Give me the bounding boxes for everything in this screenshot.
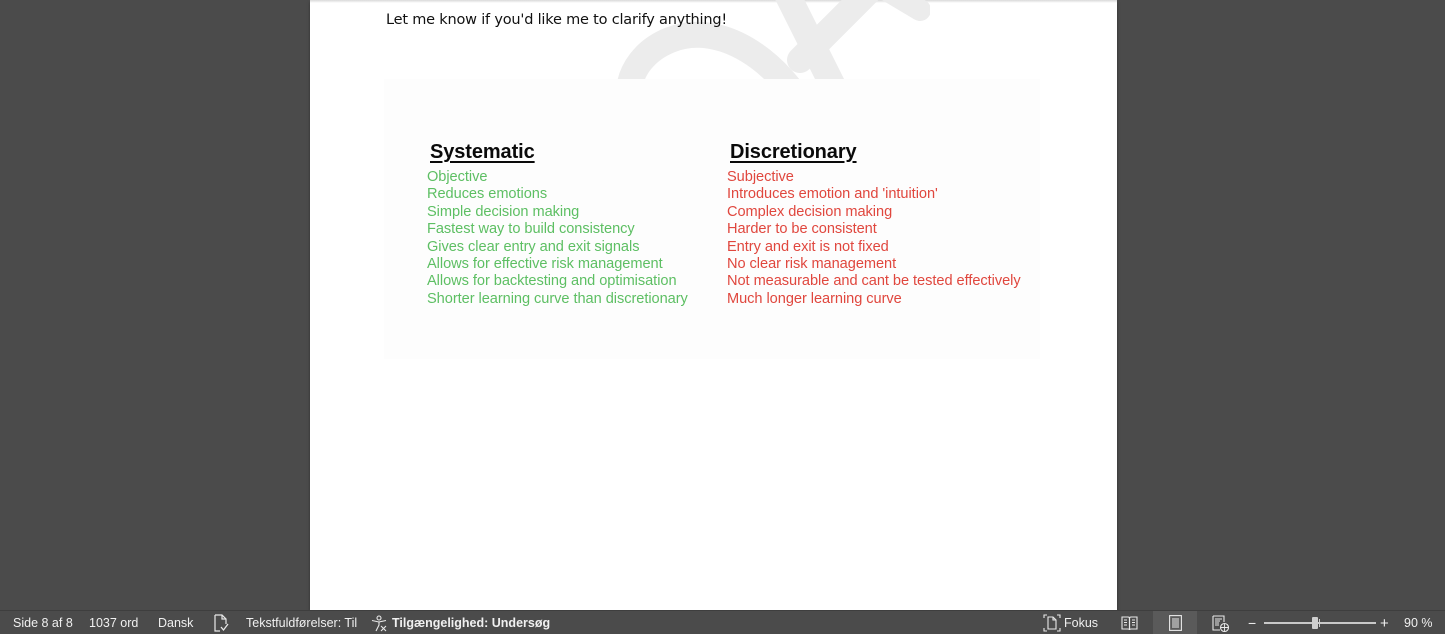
closing-paragraph: Let me know if you'd like me to clarify anything! xyxy=(386,12,727,28)
list-item: Reduces emotions xyxy=(427,186,548,203)
accessibility-button[interactable] xyxy=(371,611,550,634)
text-predictions-label: Tekstfuldførelser: Til xyxy=(246,616,358,630)
web-page-icon xyxy=(1212,615,1229,632)
focus-button[interactable] xyxy=(1043,611,1098,634)
list-item: Objective xyxy=(427,169,488,185)
list-item: Subjective xyxy=(727,169,794,185)
zoom-level-button[interactable] xyxy=(1404,611,1433,634)
document-page[interactable] xyxy=(310,0,1117,610)
book-icon xyxy=(1121,616,1138,631)
systematic-column xyxy=(427,141,688,308)
focus-icon xyxy=(1043,614,1061,632)
language-label: Dansk xyxy=(158,616,194,630)
word-count-indicator[interactable] xyxy=(89,611,138,634)
discretionary-heading: Discretionary xyxy=(730,141,857,163)
zoom-in-button[interactable] xyxy=(1380,611,1389,634)
discretionary-list xyxy=(727,169,1021,308)
page-icon xyxy=(1169,615,1182,631)
list-item: Gives clear entry and exit signals xyxy=(427,238,640,255)
systematic-list xyxy=(427,169,688,308)
comparison-image[interactable] xyxy=(384,79,1040,359)
document-check-icon xyxy=(213,614,229,632)
zoom-out-button[interactable] xyxy=(1248,611,1256,634)
word-count-label: 1037 ord xyxy=(89,616,139,630)
zoom-slider-thumb[interactable] xyxy=(1312,617,1318,629)
list-item: Fastest way to build consistency xyxy=(427,221,635,238)
list-item: Not measurable and cant be tested effectively xyxy=(727,273,1021,290)
accessibility-label: Tilgængelighed: Undersøg xyxy=(392,616,551,630)
list-item: Introduces emotion and 'intuition' xyxy=(727,186,938,203)
discretionary-column xyxy=(727,141,1021,308)
status-bar xyxy=(0,610,1445,634)
list-item: Shorter learning curve than discretionary xyxy=(427,290,688,307)
zoom-slider-100-tick xyxy=(1319,619,1320,627)
zoom-level-label: 90 % xyxy=(1404,616,1433,630)
list-item: Much longer learning curve xyxy=(727,290,902,307)
zoom-in-label: + xyxy=(1380,614,1389,632)
list-item: Entry and exit is not fixed xyxy=(727,238,889,255)
read-mode-button[interactable] xyxy=(1107,611,1151,634)
text-predictions-toggle[interactable] xyxy=(246,611,357,634)
zoom-out-label: − xyxy=(1248,615,1257,631)
list-item: Complex decision making xyxy=(727,203,893,220)
accessibility-icon xyxy=(371,615,388,632)
page-number-indicator[interactable] xyxy=(13,611,73,634)
print-layout-button[interactable] xyxy=(1153,611,1197,634)
zoom-slider-track[interactable] xyxy=(1264,622,1376,624)
list-item: No clear risk management xyxy=(727,256,897,273)
focus-label: Fokus xyxy=(1064,616,1099,630)
proofing-button[interactable] xyxy=(213,611,229,634)
list-item: Simple decision making xyxy=(427,203,580,220)
list-item: Allows for backtesting and optimisation xyxy=(427,273,677,290)
language-indicator[interactable] xyxy=(158,611,193,634)
systematic-heading: Systematic xyxy=(430,141,535,163)
list-item: Allows for effective risk management xyxy=(427,256,663,273)
list-item: Harder to be consistent xyxy=(727,221,877,238)
web-layout-button[interactable] xyxy=(1198,611,1242,634)
page-number-label: Side 8 af 8 xyxy=(13,616,73,630)
